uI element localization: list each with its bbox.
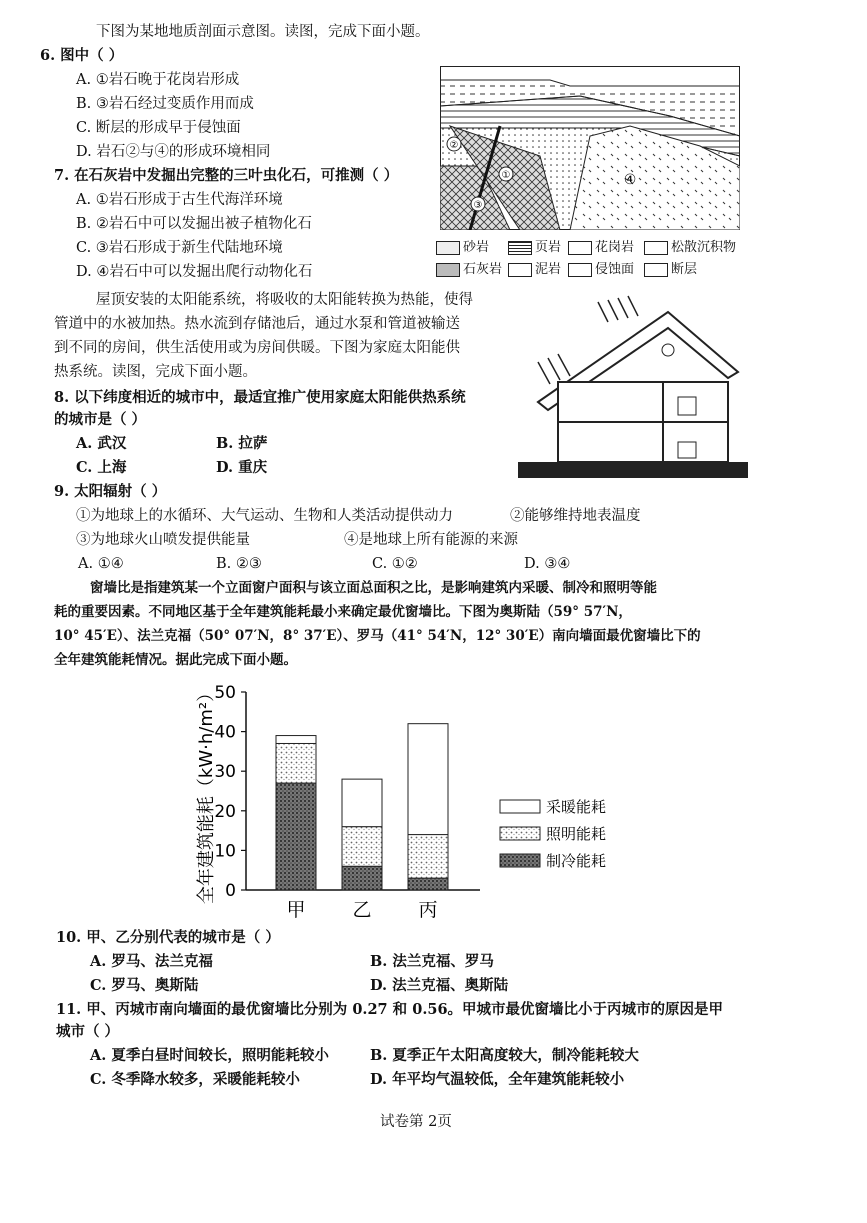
q9-stem: 9. 太阳辐射（ ） xyxy=(54,483,167,500)
legend-label: 采暖能耗 xyxy=(546,798,607,816)
y-axis-label: 全年建筑能耗（kW·h/m²） xyxy=(196,683,217,905)
bar-segment xyxy=(408,878,448,890)
q8-option-d: D. 重庆 xyxy=(216,459,268,476)
legend-erosion-surface: 侵蚀面 xyxy=(568,258,634,277)
legend-mudstone: 泥岩 xyxy=(508,258,561,277)
q9-statement-1: ①为地球上的水循环、大气运动、生物和人类活动提供动力 xyxy=(76,508,453,524)
q11-stem-line-1: 11. 甲、丙城市南向墙面的最优窗墙比分别为 0.27 和 0.56。甲城市最优窗墙比小于丙城市的原因是甲 xyxy=(56,1001,724,1018)
bar-segment xyxy=(276,743,316,783)
q8-option-a: A. 武汉 xyxy=(76,435,127,452)
window-intro-line-3: 10° 45′E）、法兰克福（50° 07′N，8° 37′E）、罗马（41° 54′N，12° 30′E）南向墙面最优窗墙比下的 xyxy=(54,628,701,644)
q9-statement-3: ③为地球火山喷发提供能量 xyxy=(76,532,250,548)
y-tick-label: 30 xyxy=(214,762,236,783)
solar-intro-line-2: 管道中的水被加热。热水流到存储池后，通过水泵和管道被输送 xyxy=(54,316,460,332)
q8-option-c: C. 上海 xyxy=(76,459,127,476)
q9-option-a: A. ①④ xyxy=(78,556,124,572)
q9-statement-2: ②能够维持地表温度 xyxy=(510,508,641,524)
q10-option-d: D. 法兰克福、奥斯陆 xyxy=(370,977,509,994)
y-tick-label: 20 xyxy=(214,801,236,822)
solar-house-illustration xyxy=(518,292,748,482)
q10-option-a: A. 罗马、法兰克福 xyxy=(90,953,213,970)
legend-label: 照明能耗 xyxy=(546,825,607,843)
q11-option-b: B. 夏季正午太阳高度较大，制冷能耗较大 xyxy=(370,1047,639,1064)
q10-option-b: B. 法兰克福、罗马 xyxy=(370,953,494,970)
bar-segment xyxy=(408,835,448,879)
x-tick-label: 甲 xyxy=(286,899,306,921)
q8-stem-line-2: 的城市是（ ） xyxy=(54,411,147,428)
y-tick-label: 40 xyxy=(214,722,236,743)
legend-sandstone: 砂岩 xyxy=(436,236,489,255)
window-intro-line-2: 耗的重要因素。不同地区基于全年建筑能耗最小来确定最优窗墙比。下图为奥斯陆（59° 57′N， xyxy=(54,604,632,620)
q10-option-c: C. 罗马、奥斯陆 xyxy=(90,977,199,994)
q6-intro: 下图为某地地质剖面示意图。读图，完成下面小题。 xyxy=(96,24,430,40)
y-tick-label: 50 xyxy=(214,683,236,703)
bar-segment xyxy=(276,736,316,744)
geo-label-4: ④ xyxy=(623,172,637,188)
q10-stem: 10. 甲、乙分别代表的城市是（ ） xyxy=(56,929,280,946)
q11-stem-line-2: 城市（ ） xyxy=(56,1023,120,1040)
q6-option-c: C. 断层的形成早于侵蚀面 xyxy=(76,120,241,136)
bar-segment xyxy=(342,866,382,890)
bar-segment xyxy=(342,779,382,827)
geo-label-1: ① xyxy=(501,170,511,181)
q7-option-d: D. ④岩石中可以发掘出爬行动物化石 xyxy=(76,264,313,280)
bar-segment xyxy=(276,783,316,890)
y-tick-label: 10 xyxy=(214,841,236,862)
q7-option-c: C. ③岩石形成于新生代陆地环境 xyxy=(76,240,283,256)
energy-consumption-chart xyxy=(180,676,660,926)
geo-label-2: ② xyxy=(449,140,459,151)
q9-option-d: D. ③④ xyxy=(524,556,571,572)
q9-option-b: B. ②③ xyxy=(216,556,262,572)
q8-option-b: B. 拉萨 xyxy=(216,435,268,452)
q6-option-a: A. ①岩石晚于花岗岩形成 xyxy=(76,72,240,88)
bar-segment xyxy=(408,724,448,835)
legend-loose-sediment: 松散沉积物 xyxy=(644,236,736,255)
q7-stem: 7. 在石灰岩中发掘出完整的三叶虫化石，可推测（ ） xyxy=(54,167,399,184)
legend-fault: 断层 xyxy=(644,258,697,277)
q11-option-c: C. 冬季降水较多，采暖能耗较小 xyxy=(90,1071,300,1088)
x-tick-label: 丙 xyxy=(418,899,438,921)
solar-intro-line-1: 屋顶安装的太阳能系统，将吸收的太阳能转换为热能，使得 xyxy=(96,292,473,308)
legend-swatch xyxy=(500,827,540,840)
q11-option-a: A. 夏季白昼时间较长，照明能耗较小 xyxy=(90,1047,329,1064)
window-intro-line-1: 窗墙比是指建筑某一个立面窗户面积与该立面总面积之比，是影响建筑内采暖、制冷和照明等能 xyxy=(90,580,657,596)
page-footer: 试卷第 2页 xyxy=(380,1114,452,1130)
legend-shale: 页岩 xyxy=(508,236,561,255)
q11-option-d: D. 年平均气温较低，全年建筑能耗较小 xyxy=(370,1071,625,1088)
solar-intro-line-4: 热系统。读图，完成下面小题。 xyxy=(54,364,257,380)
bar-segment xyxy=(342,827,382,867)
legend-label: 制冷能耗 xyxy=(546,852,607,870)
q7-option-b: B. ②岩石中可以发掘出被子植物化石 xyxy=(76,216,312,232)
q6-option-d: D. 岩石②与④的形成环境相同 xyxy=(76,144,271,160)
legend-swatch xyxy=(500,800,540,813)
solar-intro-line-3: 到不同的房间，供生活使用或为房间供暖。下图为家庭太阳能供 xyxy=(54,340,460,356)
q8-stem-line-1: 8. 以下纬度相近的城市中，最适宜推广使用家庭太阳能供热系统 xyxy=(54,389,466,406)
legend-swatch xyxy=(500,854,540,867)
legend-granite: 花岗岩 xyxy=(568,236,634,255)
q6-option-b: B. ③岩石经过变质作用而成 xyxy=(76,96,254,112)
q6-stem: 6. 图中（ ） xyxy=(40,47,124,64)
legend-limestone: 石灰岩 xyxy=(436,258,502,277)
window-intro-line-4: 全年建筑能耗情况。据此完成下面小题。 xyxy=(54,652,297,668)
geo-label-3: ③ xyxy=(473,200,483,211)
q9-option-c: C. ①② xyxy=(372,556,418,572)
q7-option-a: A. ①岩石形成于古生代海洋环境 xyxy=(76,192,283,208)
x-tick-label: 乙 xyxy=(352,899,372,921)
q9-statement-4: ④是地球上所有能源的来源 xyxy=(344,532,518,548)
geology-cross-section xyxy=(440,66,740,230)
y-tick-label: 0 xyxy=(225,881,236,901)
